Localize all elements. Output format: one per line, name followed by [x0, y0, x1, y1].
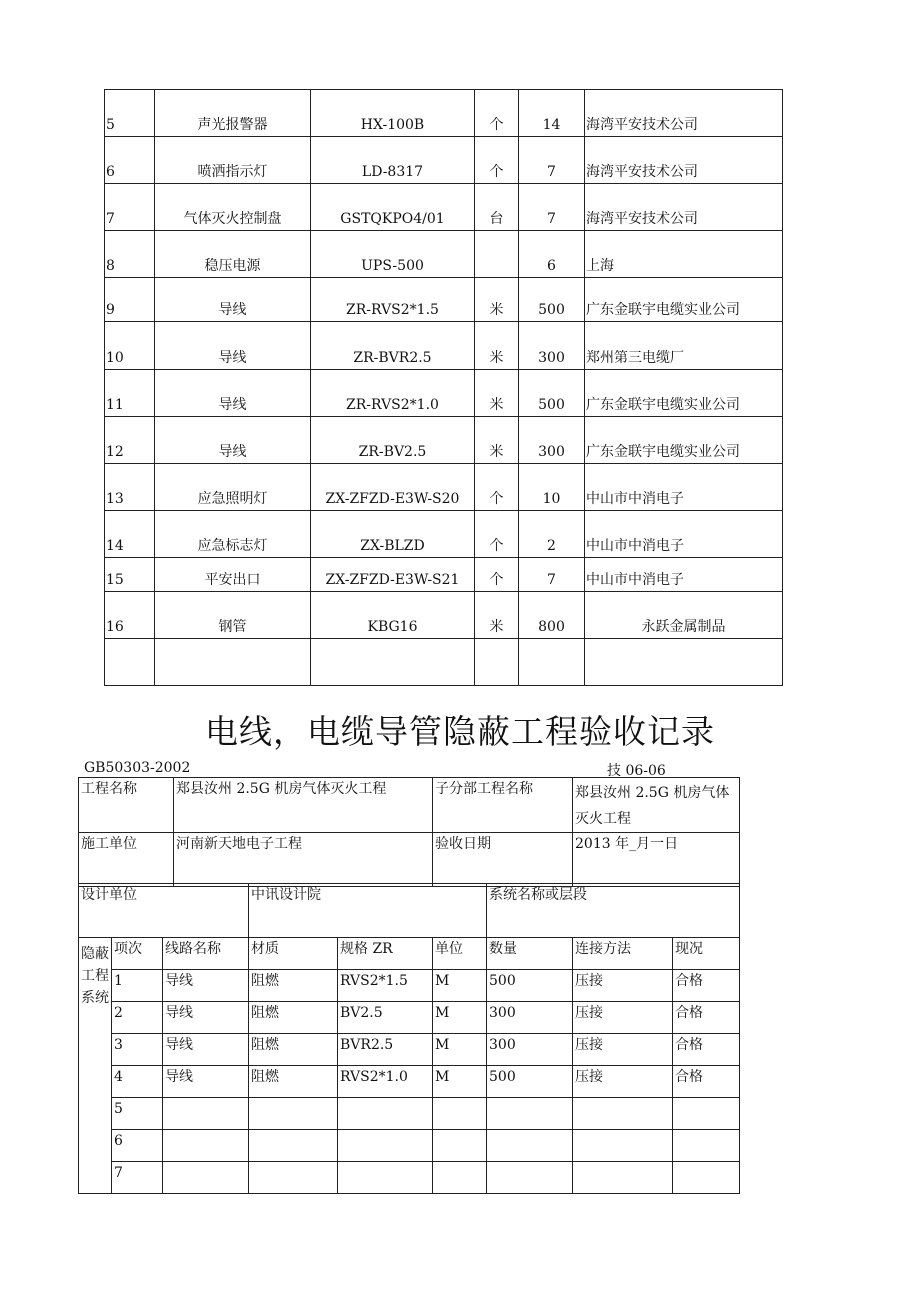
- item-unit: 台: [475, 184, 519, 231]
- hidden-works-row: [79, 1130, 740, 1162]
- row-method: 压接: [573, 970, 673, 1002]
- item-manufacturer: 海湾平安技术公司: [585, 184, 783, 231]
- item-unit: [475, 231, 519, 278]
- item-number: 14: [105, 511, 155, 558]
- row-method: 压接: [573, 1034, 673, 1066]
- equipment-row: [105, 231, 783, 278]
- item-manufacturer: 广东金联宇电缆实业公司: [585, 278, 783, 322]
- design-unit-value: 中讯设计院: [249, 884, 487, 938]
- row-spec: RVS2*1.5: [338, 970, 433, 1002]
- row-unit: M: [433, 1066, 487, 1098]
- row-line-name: [163, 1098, 249, 1130]
- item-model: ZR-RVS2*1.5: [311, 278, 475, 322]
- item-name: 导线: [155, 322, 311, 370]
- equipment-row: [105, 90, 783, 137]
- row-quantity: [487, 1130, 573, 1162]
- empty-cell: [311, 639, 475, 686]
- row-method: 压接: [573, 1066, 673, 1098]
- item-model: ZR-BV2.5: [311, 417, 475, 464]
- row-material: [249, 1162, 338, 1194]
- item-number: 7: [105, 184, 155, 231]
- row-spec: BV2.5: [338, 1002, 433, 1034]
- item-name: 钢管: [155, 592, 311, 639]
- row-unit: M: [433, 1002, 487, 1034]
- date-label: 验收日期: [433, 833, 573, 887]
- item-unit: 米: [475, 417, 519, 464]
- row-method: [573, 1162, 673, 1194]
- row-material: 阻燃: [249, 970, 338, 1002]
- row-unit: [433, 1130, 487, 1162]
- row-quantity: 300: [487, 1002, 573, 1034]
- hidden-works-row: [79, 1034, 740, 1066]
- subproject-label: 子分部工程名称: [433, 778, 573, 833]
- row-item-no: 4: [112, 1066, 163, 1098]
- row-spec: [338, 1130, 433, 1162]
- hidden-works-table: [78, 937, 740, 1194]
- equipment-row: [105, 184, 783, 231]
- item-unit: 个: [475, 558, 519, 592]
- row-quantity: [487, 1162, 573, 1194]
- item-name: 气体灭火控制盘: [155, 184, 311, 231]
- hidden-works-header-row: [79, 938, 740, 970]
- item-quantity: 500: [519, 278, 585, 322]
- row-spec: RVS2*1.0: [338, 1066, 433, 1098]
- row-material: [249, 1130, 338, 1162]
- row-item-no: 1: [112, 970, 163, 1002]
- item-unit: 米: [475, 322, 519, 370]
- item-model: GSTQKPO4/01: [311, 184, 475, 231]
- row-spec: BVR2.5: [338, 1034, 433, 1066]
- row-line-name: [163, 1162, 249, 1194]
- row-method: 压接: [573, 1002, 673, 1034]
- item-quantity: 14: [519, 90, 585, 137]
- design-table: [78, 883, 740, 938]
- item-quantity: 7: [519, 184, 585, 231]
- item-number: 11: [105, 370, 155, 417]
- item-number: 15: [105, 558, 155, 592]
- row-material: 阻燃: [249, 1066, 338, 1098]
- row-quantity: 500: [487, 970, 573, 1002]
- row-spec: [338, 1098, 433, 1130]
- item-number: 8: [105, 231, 155, 278]
- item-name: 声光报警器: [155, 90, 311, 137]
- row-status: 合格: [673, 1002, 740, 1034]
- design-unit-label: 设计单位: [79, 884, 249, 938]
- equipment-row: [105, 322, 783, 370]
- item-model: ZX-BLZD: [311, 511, 475, 558]
- equipment-table: [104, 89, 783, 686]
- empty-cell: [475, 639, 519, 686]
- row-material: 阻燃: [249, 1002, 338, 1034]
- item-manufacturer: 海湾平安技术公司: [585, 90, 783, 137]
- header-method: 连接方法: [573, 938, 673, 970]
- row-item-no: 7: [112, 1162, 163, 1194]
- equipment-row-empty: [105, 639, 783, 686]
- item-name: 导线: [155, 370, 311, 417]
- item-quantity: 800: [519, 592, 585, 639]
- item-manufacturer: 郑州第三电缆厂: [585, 322, 783, 370]
- item-number: 9: [105, 278, 155, 322]
- item-model: ZX-ZFZD-E3W-S21: [311, 558, 475, 592]
- empty-cell: [585, 639, 783, 686]
- row-unit: [433, 1098, 487, 1130]
- equipment-row: [105, 278, 783, 322]
- equipment-row: [105, 464, 783, 511]
- row-status: 合格: [673, 970, 740, 1002]
- header-item-no: 项次: [112, 938, 163, 970]
- row-method: [573, 1098, 673, 1130]
- project-name-label: 工程名称: [79, 778, 174, 833]
- item-quantity: 2: [519, 511, 585, 558]
- item-number: 16: [105, 592, 155, 639]
- item-number: 13: [105, 464, 155, 511]
- header-status: 现况: [673, 938, 740, 970]
- equipment-table-body: [105, 90, 783, 686]
- item-model: KBG16: [311, 592, 475, 639]
- date-value: 2013 年_月一日: [573, 833, 740, 887]
- row-item-no: 3: [112, 1034, 163, 1066]
- row-spec: [338, 1162, 433, 1194]
- item-name: 平安出口: [155, 558, 311, 592]
- item-unit: 个: [475, 464, 519, 511]
- item-model: ZX-ZFZD-E3W-S20: [311, 464, 475, 511]
- hidden-works-row: [79, 970, 740, 1002]
- hidden-works-body: [79, 938, 740, 1194]
- item-name: 喷洒指示灯: [155, 137, 311, 184]
- item-unit: 个: [475, 511, 519, 558]
- hidden-works-row: [79, 1098, 740, 1130]
- item-model: ZR-RVS2*1.0: [311, 370, 475, 417]
- item-quantity: 7: [519, 137, 585, 184]
- item-unit: 个: [475, 90, 519, 137]
- item-quantity: 7: [519, 558, 585, 592]
- row-status: 合格: [673, 1034, 740, 1066]
- record-header-table: [78, 777, 740, 887]
- item-unit: 个: [475, 137, 519, 184]
- empty-cell: [519, 639, 585, 686]
- row-status: [673, 1098, 740, 1130]
- header-material: 材质: [249, 938, 338, 970]
- equipment-row: [105, 137, 783, 184]
- item-manufacturer: 海湾平安技术公司: [585, 137, 783, 184]
- item-number: 10: [105, 322, 155, 370]
- item-model: HX-100B: [311, 90, 475, 137]
- equipment-row: [105, 370, 783, 417]
- row-status: [673, 1162, 740, 1194]
- builder-value: 河南新天地电子工程: [174, 833, 433, 887]
- empty-cell: [105, 639, 155, 686]
- item-manufacturer: 永跃金属制品: [585, 592, 783, 639]
- item-number: 12: [105, 417, 155, 464]
- row-quantity: [487, 1098, 573, 1130]
- item-quantity: 6: [519, 231, 585, 278]
- item-quantity: 300: [519, 322, 585, 370]
- item-model: LD-8317: [311, 137, 475, 184]
- row-line-name: [163, 1130, 249, 1162]
- item-quantity: 500: [519, 370, 585, 417]
- row-method: [573, 1130, 673, 1162]
- row-unit: [433, 1162, 487, 1194]
- empty-cell: [155, 639, 311, 686]
- item-name: 导线: [155, 417, 311, 464]
- row-item-no: 5: [112, 1098, 163, 1130]
- item-quantity: 10: [519, 464, 585, 511]
- equipment-row: [105, 417, 783, 464]
- item-manufacturer: 上海: [585, 231, 783, 278]
- row-material: [249, 1098, 338, 1130]
- system-name-label: 系统名称或层段: [487, 884, 740, 938]
- hidden-works-side-label: 隐蔽工程系统: [79, 938, 112, 1194]
- row-line-name: 导线: [163, 1002, 249, 1034]
- header-spec: 规格 ZR: [338, 938, 433, 970]
- row-line-name: 导线: [163, 1066, 249, 1098]
- header-unit: 单位: [433, 938, 487, 970]
- row-unit: M: [433, 970, 487, 1002]
- row-unit: M: [433, 1034, 487, 1066]
- hidden-works-row: [79, 1066, 740, 1098]
- item-name: 稳压电源: [155, 231, 311, 278]
- header-line-name: 线路名称: [163, 938, 249, 970]
- item-name: 应急标志灯: [155, 511, 311, 558]
- hidden-works-row: [79, 1162, 740, 1194]
- item-manufacturer: 中山市中消电子: [585, 464, 783, 511]
- item-manufacturer: 广东金联宇电缆实业公司: [585, 417, 783, 464]
- item-number: 6: [105, 137, 155, 184]
- hidden-works-row: [79, 1002, 740, 1034]
- row-item-no: 6: [112, 1130, 163, 1162]
- item-unit: 米: [475, 592, 519, 639]
- equipment-row: [105, 592, 783, 639]
- builder-label: 施工单位: [79, 833, 174, 887]
- form-code: 技 06-06: [607, 763, 666, 779]
- item-unit: 米: [475, 370, 519, 417]
- equipment-row: [105, 558, 783, 592]
- row-material: 阻燃: [249, 1034, 338, 1066]
- item-name: 导线: [155, 278, 311, 322]
- row-quantity: 300: [487, 1034, 573, 1066]
- item-quantity: 300: [519, 417, 585, 464]
- subproject-value: 郑县汝州 2.5G 机房气体灭火工程: [573, 778, 740, 833]
- equipment-row: [105, 511, 783, 558]
- row-item-no: 2: [112, 1002, 163, 1034]
- standard-code: GB50303-2002: [84, 760, 191, 776]
- record-title: 电线，电缆导管隐蔽工程验收记录: [205, 712, 715, 751]
- item-manufacturer: 广东金联宇电缆实业公司: [585, 370, 783, 417]
- row-status: [673, 1130, 740, 1162]
- header-quantity: 数量: [487, 938, 573, 970]
- item-name: 应急照明灯: [155, 464, 311, 511]
- item-model: ZR-BVR2.5: [311, 322, 475, 370]
- row-line-name: 导线: [163, 1034, 249, 1066]
- row-status: 合格: [673, 1066, 740, 1098]
- item-manufacturer: 中山市中消电子: [585, 558, 783, 592]
- row-line-name: 导线: [163, 970, 249, 1002]
- item-number: 5: [105, 90, 155, 137]
- row-quantity: 500: [487, 1066, 573, 1098]
- item-manufacturer: 中山市中消电子: [585, 511, 783, 558]
- item-model: UPS-500: [311, 231, 475, 278]
- project-name-value: 郑县汝州 2.5G 机房气体灭火工程: [174, 778, 433, 833]
- item-unit: 米: [475, 278, 519, 322]
